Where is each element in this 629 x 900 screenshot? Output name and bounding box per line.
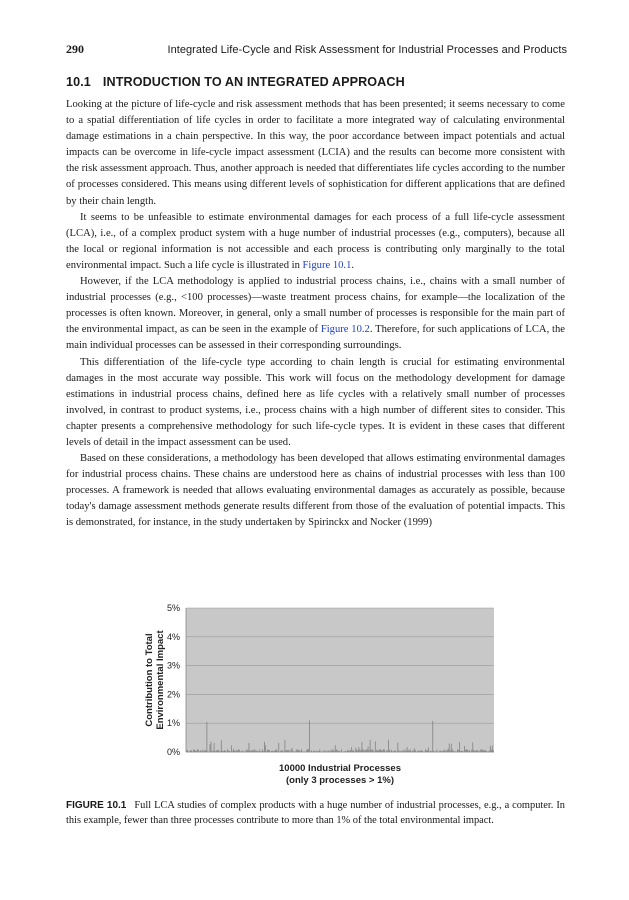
bar: [221, 740, 222, 752]
running-header: [66, 42, 567, 57]
bar: [414, 748, 415, 752]
bar: [254, 749, 255, 752]
y-axis-label-1: Contribution to Total: [144, 633, 155, 727]
bar: [372, 749, 373, 752]
bar: [355, 748, 356, 752]
bar: [231, 745, 232, 752]
bar: [472, 742, 473, 752]
bar: [265, 745, 266, 752]
bar: [448, 749, 449, 752]
plot-area: [186, 608, 494, 752]
bar: [449, 744, 450, 752]
bar: [451, 744, 452, 752]
caption-label: FIGURE 10.1: [66, 800, 127, 811]
bar-high-contribution: [309, 720, 310, 752]
y-tick-label: 4%: [166, 631, 180, 642]
bar: [301, 749, 302, 752]
section-number: 10.1: [66, 75, 91, 89]
paragraph-2-text: It seems to be unfeasible to estimate environmental damages for each process of a full life-cycle assessment (LCA), i.e., of a complex product system with a huge number of industrial processes (e.g., computers), because all the local or regional information is not accessible and each process is contributing only marginally to the total environmental impact. Such a life cycle is illustrated in: [66, 211, 565, 271]
body-text: [66, 97, 565, 532]
bar: [410, 749, 411, 752]
bar: [285, 740, 286, 752]
bar: [383, 749, 384, 752]
section-title: INTRODUCTION TO AN INTEGRATED APPROACH: [102, 75, 405, 89]
y-tick-label: 3%: [166, 660, 180, 671]
bar: [233, 749, 234, 752]
paragraph-2: [66, 210, 565, 274]
bar: [370, 740, 371, 752]
figure-10-2-link[interactable]: Figure 10.2: [320, 324, 370, 336]
paragraph-1: Looking at the picture of life-cycle and risk assessment methods that has been presented; it seems necessary to come to a spatial differentiation of life cycles in order to facilitate a more integrated way of calculating environmental damage estimations in a chain perspective. In this way, the poor accordance between impact potentials and actual impacts can be overcome in life-cycle impact assessment (LCIA) and the results can become more consistent with the risk assessment approach. Thus, another approach is needed that differentiates life cycles according to the number of processes considered. This means using different levels of sophistication for different applications that are defined by their chain length.: [66, 99, 565, 207]
y-tick-label: 5%: [166, 603, 180, 613]
bar: [459, 742, 460, 752]
bar: [492, 746, 493, 752]
y-tick-label: 1%: [166, 718, 180, 729]
x-axis-label-1: 10000 Industrial Processes: [279, 763, 401, 774]
caption-text: Full LCA studies of complex products with a huge number of industrial processes, e.g., a computer. In this example, fewer than three processes contribute to more than 1% of the total environmental impact.: [66, 800, 565, 827]
bar: [319, 749, 320, 752]
figure-10-1-link[interactable]: Figure 10.1: [302, 259, 352, 271]
y-tick-label: 0%: [166, 747, 180, 757]
bar: [211, 742, 212, 752]
bar: [397, 743, 398, 752]
bar: [214, 743, 215, 752]
paragraph-3: [66, 274, 565, 354]
bar: [292, 748, 293, 752]
bar: [227, 749, 228, 752]
paragraph-4: This differentiation of the life-cycle type according to chain length is crucial for estimating environmental damages in the most accurate way possible. This work will focus on the methodology development for damage estimations in industrial process chains, defined here as life cycles with a relatively small number of processes involved, in contrast to product systems, i.e., process chains with a high number of different sites to consider. This chapter presents a comprehensive methodology for such life-cycle types. It is evident in these cases that different levels of detail in the impact assessment can be used.: [66, 356, 565, 448]
bar: [264, 742, 265, 752]
paragraph-3-end: . Therefore, for such applications of LCA, the main individual processes can be assessed in their corresponding surroundings.: [66, 324, 565, 352]
bar: [362, 742, 363, 752]
bar: [466, 749, 467, 752]
section-heading: [66, 75, 405, 89]
figure-caption: [66, 798, 565, 828]
running-title: Integrated Life-Cycle and Risk Assessment for Industrial Processes and Products: [167, 44, 567, 56]
paragraph-2-end: .: [351, 259, 355, 271]
contribution-chart: [130, 600, 510, 785]
bar: [335, 745, 336, 752]
bar: [278, 743, 279, 752]
bar-high-contribution: [207, 722, 208, 752]
paragraph-5: Based on these considerations, a methodology has been developed that allows estimating environmental damages for industrial process chains. These chains are understood here as chains of industrial processes with less than 100 processes. A framework is needed that allows evaluating environmental damages as accurately as possible, because today's damage assessment methods generate results different from those of the evaluation of potential impacts. This is demonstrated, for instance, in the study undertaken by Spirinckx and Nocker (1999): [66, 453, 565, 529]
y-axis-label-2: Environmental Impact: [155, 630, 166, 730]
figure-10-1: [130, 600, 510, 785]
y-tick-label: 2%: [166, 689, 180, 700]
bar: [464, 746, 465, 752]
bar: [367, 749, 368, 752]
bar: [341, 749, 342, 752]
bar: [428, 748, 429, 752]
bar: [452, 749, 453, 752]
bar: [375, 741, 376, 752]
bar: [388, 740, 389, 752]
bar-high-contribution: [432, 721, 433, 752]
bar: [249, 743, 250, 752]
bar: [490, 746, 491, 752]
bar: [308, 749, 309, 752]
page-number: 290: [66, 42, 84, 56]
bar: [291, 749, 292, 752]
paragraph-3-text: However, if the LCA methodology is applied to industrial process chains, i.e., chains with a small number of industrial processes (e.g., <100 processes)—waste treatment process chains, for example—the localization of the processes is often known. Moreover, in general, only a small number of processes is responsible for the main part of the environmental impact, as can be seen in the example of: [66, 276, 565, 336]
bar: [380, 749, 381, 752]
bar: [407, 747, 408, 752]
bar: [307, 749, 308, 752]
bar: [210, 744, 211, 752]
bar: [351, 747, 352, 752]
bar: [368, 746, 369, 752]
bar: [197, 749, 198, 752]
x-axis-label-2: (only 3 processes > 1%): [286, 775, 394, 785]
bar: [481, 749, 482, 752]
bar: [363, 749, 364, 752]
bar: [358, 747, 359, 752]
